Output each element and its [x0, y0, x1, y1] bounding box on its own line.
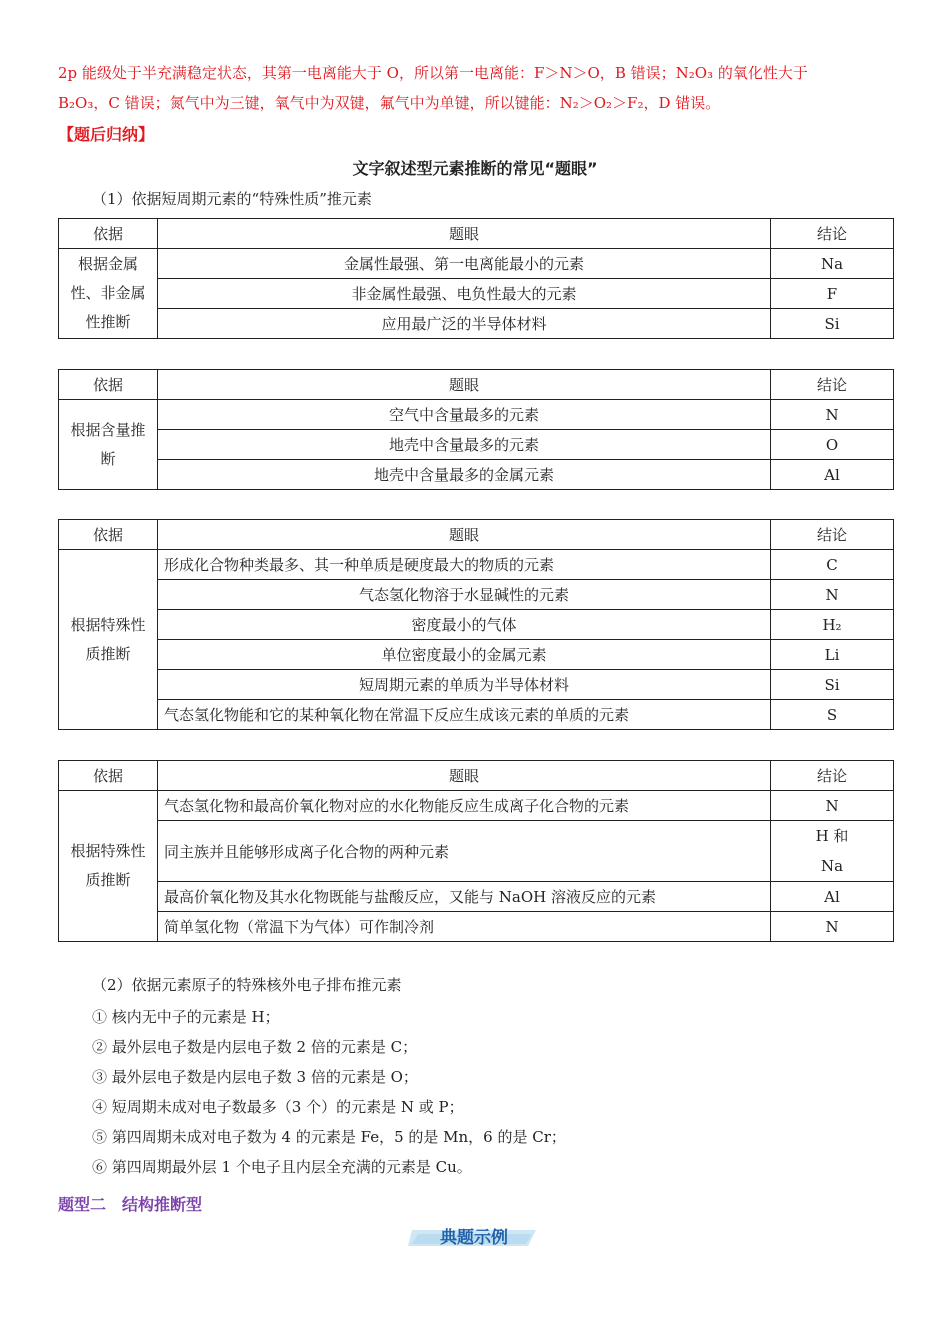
clue-cell: 最高价氧化物及其水化物既能与盐酸反应，又能与 NaOH 溶液反应的元素 [158, 882, 771, 912]
header-clue: 题眼 [158, 761, 771, 791]
table-row [59, 670, 894, 700]
clue-cell: 简单氢化物（常温下为气体）可作制冷剂 [158, 912, 771, 942]
table-row [59, 580, 894, 610]
basis-cell: 根据特殊性质推断 [59, 791, 158, 942]
conclusion-cell: Si [771, 309, 894, 339]
list-item: ⑤ 第四周期未成对电子数为 4 的元素是 Fe，5 的是 Mn，6 的是 Cr； [92, 1128, 566, 1146]
clue-cell: 地壳中含量最多的金属元素 [158, 460, 771, 490]
section-label: 【题后归纳】 [58, 125, 155, 144]
conclusion-cell: N [771, 400, 894, 430]
table-special-properties [58, 519, 894, 730]
table-row [59, 279, 894, 309]
clue-cell: 气态氢化物和最高价氧化物对应的水化物能反应生成离子化合物的元素 [158, 791, 771, 821]
header-basis: 依据 [59, 370, 158, 400]
table-row [59, 249, 894, 279]
clue-cell: 密度最小的气体 [158, 610, 771, 640]
header-conclusion: 结论 [771, 370, 894, 400]
conclusion-cell: F [771, 279, 894, 309]
banner-label: 典题示例 [440, 1228, 508, 1248]
clue-cell: 气态氢化物能和它的某种氧化物在常温下反应生成该元素的单质的元素 [158, 700, 771, 730]
list-item: ④ 短周期未成对电子数最多（3 个）的元素是 N 或 P； [92, 1098, 464, 1116]
header-conclusion: 结论 [771, 520, 894, 550]
basis-cell: 根据金属性、非金属性推断 [59, 249, 158, 339]
list-item: ② 最外层电子数是内层电子数 2 倍的元素是 C； [92, 1038, 418, 1056]
list-item: ① 核内无中子的元素是 H； [92, 1008, 280, 1026]
main-title: 文字叙述型元素推断的常见“题眼” [352, 159, 598, 178]
table-row [59, 640, 894, 670]
list-item: ⑥ 第四周期最外层 1 个电子且内层全充满的元素是 Cu。 [92, 1158, 472, 1176]
header-clue: 题眼 [158, 370, 771, 400]
conclusion-cell: N [771, 912, 894, 942]
table-row [59, 400, 894, 430]
table-header-row [59, 520, 894, 550]
table-header-row [59, 219, 894, 249]
clue-cell: 形成化合物种类最多、其一种单质是硬度最大的物质的元素 [158, 550, 771, 580]
list-item: ③ 最外层电子数是内层电子数 3 倍的元素是 O； [92, 1068, 418, 1086]
table-special-properties-2 [58, 760, 894, 942]
clue-cell: 应用最广泛的半导体材料 [158, 309, 771, 339]
type2-heading: 题型二 结构推断型 [58, 1195, 203, 1214]
table-row [59, 700, 894, 730]
table-row [59, 430, 894, 460]
clue-cell: 单位密度最小的金属元素 [158, 640, 771, 670]
table-content [58, 369, 894, 490]
clue-cell: 短周期元素的单质为半导体材料 [158, 670, 771, 700]
clue-cell: 气态氢化物溶于水显碱性的元素 [158, 580, 771, 610]
table-row [59, 460, 894, 490]
header-clue: 题眼 [158, 219, 771, 249]
conclusion-cell: S [771, 700, 894, 730]
conclusion-cell: Li [771, 640, 894, 670]
header-conclusion: 结论 [771, 761, 894, 791]
intro-line-2: B₂O₃，C 错误；氮气中为三键，氧气中为双键，氟气中为单键，所以键能：N₂＞O₂＞F₂，D 错误。 [58, 94, 721, 112]
example-banner [408, 1224, 540, 1252]
conclusion-cell: O [771, 430, 894, 460]
table-row [59, 821, 894, 882]
basis-cell: 根据含量推断 [59, 400, 158, 490]
table-row [59, 882, 894, 912]
part2-heading: （2）依据元素原子的特殊核外电子排布推元素 [92, 976, 402, 994]
conclusion-cell: Si [771, 670, 894, 700]
conclusion-cell: Na [771, 249, 894, 279]
clue-cell: 地壳中含量最多的元素 [158, 430, 771, 460]
intro-line-1: 2p 能级处于半充满稳定状态，其第一电离能大于 O，所以第一电离能：F＞N＞O，B 错误；N₂O₃ 的氧化性大于 [58, 64, 808, 82]
header-basis: 依据 [59, 219, 158, 249]
table-row [59, 309, 894, 339]
conclusion-cell: Al [771, 460, 894, 490]
clue-cell: 非金属性最强、电负性最大的元素 [158, 279, 771, 309]
header-conclusion: 结论 [771, 219, 894, 249]
clue-cell: 金属性最强、第一电离能最小的元素 [158, 249, 771, 279]
conclusion-cell: H 和 Na [771, 821, 894, 882]
table-row [59, 550, 894, 580]
header-basis: 依据 [59, 761, 158, 791]
table-row [59, 791, 894, 821]
table-row [59, 610, 894, 640]
table-row [59, 912, 894, 942]
clue-cell: 空气中含量最多的元素 [158, 400, 771, 430]
header-basis: 依据 [59, 520, 158, 550]
conclusion-cell: H₂ [771, 610, 894, 640]
basis-cell: 根据特殊性质推断 [59, 550, 158, 730]
conclusion-cell: N [771, 791, 894, 821]
table-header-row [59, 370, 894, 400]
conclusion-cell: N [771, 580, 894, 610]
part1-heading: （1）依据短周期元素的“特殊性质”推元素 [92, 190, 372, 208]
header-clue: 题眼 [158, 520, 771, 550]
table-metallic [58, 218, 894, 339]
table-header-row [59, 761, 894, 791]
conclusion-cell: Al [771, 882, 894, 912]
conclusion-cell: C [771, 550, 894, 580]
clue-cell: 同主族并且能够形成离子化合物的两种元素 [158, 821, 771, 882]
